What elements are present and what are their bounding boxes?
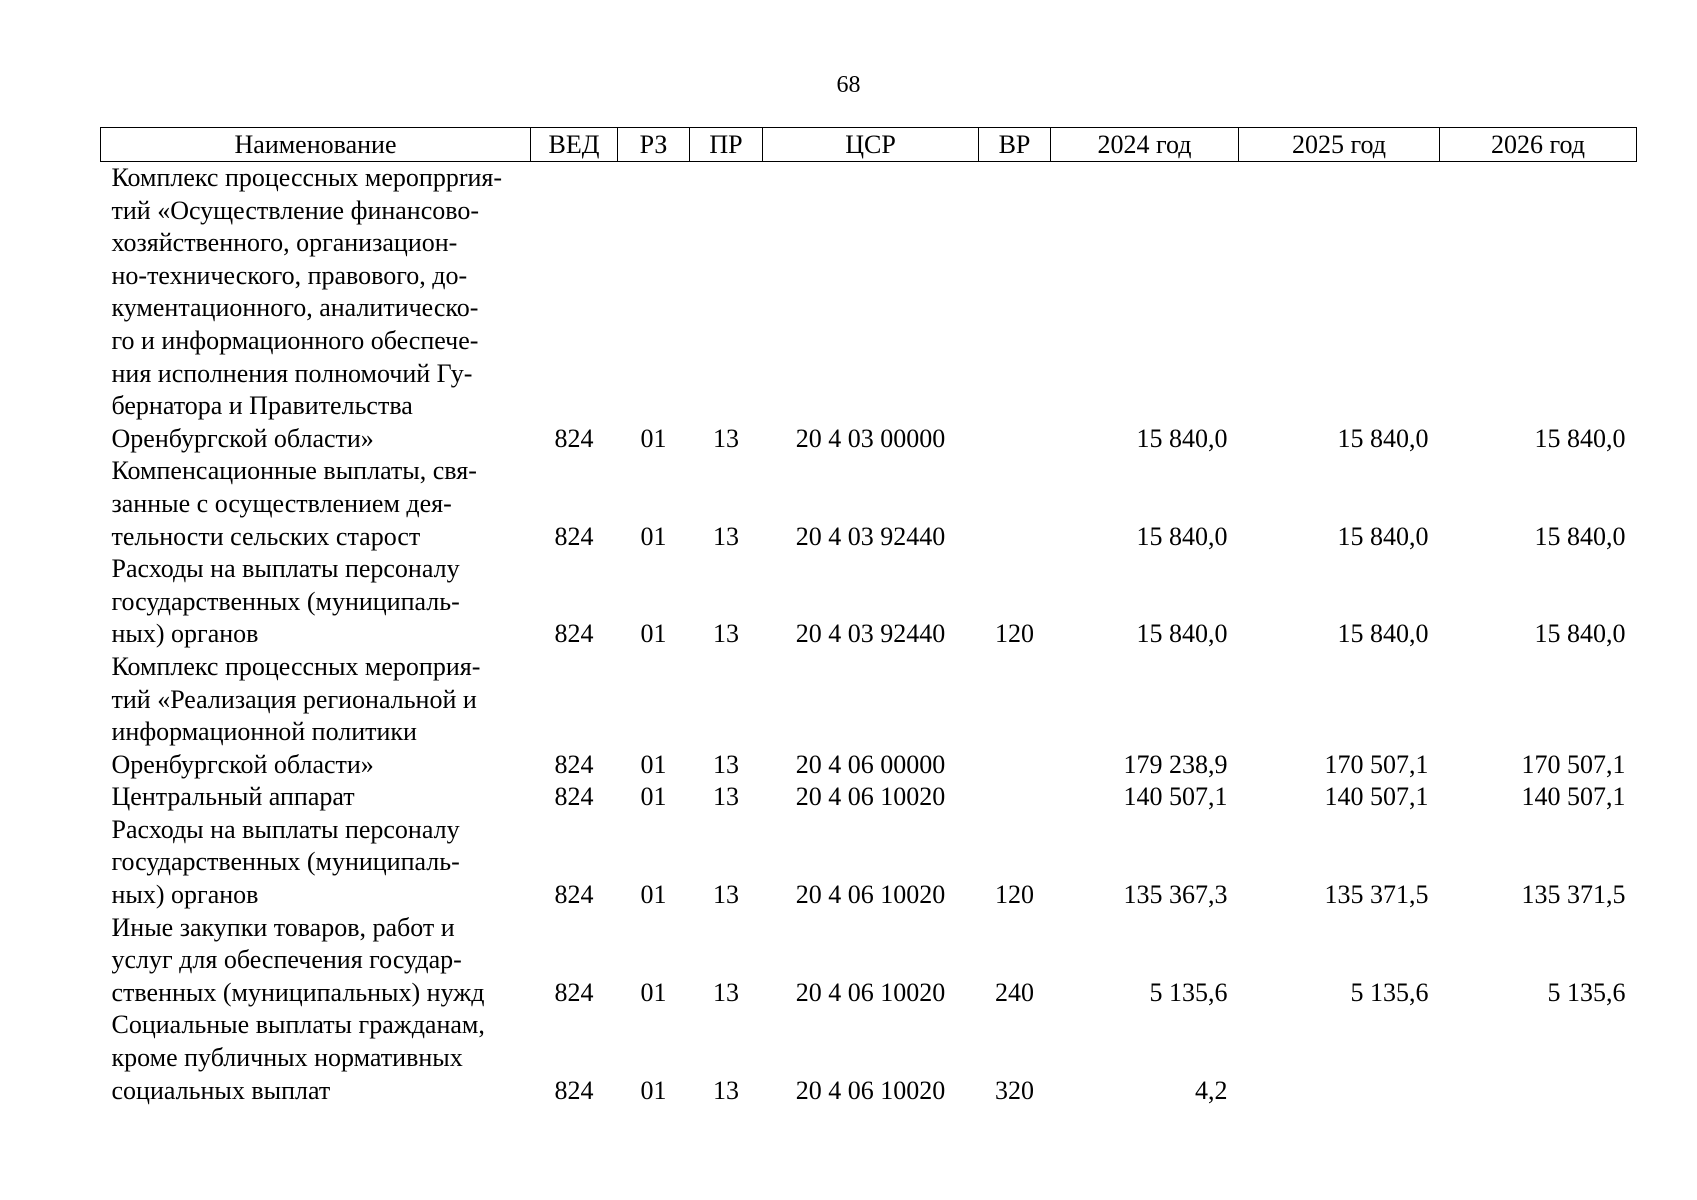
budget-table <box>100 127 1637 1107</box>
table-row <box>101 651 1637 781</box>
cell-vr: 320 <box>995 1075 1034 1105</box>
cell-year-2024: 140 507,1 <box>1123 782 1228 812</box>
cell-vr <box>979 455 1051 553</box>
cell-ved: 824 <box>554 619 594 649</box>
cell-year-2025: 140 507,1 <box>1324 782 1429 812</box>
cell-rz: 01 <box>640 619 667 649</box>
cell-csr: 20 4 03 92440 <box>795 619 946 649</box>
cell-vr: 120 <box>995 880 1034 910</box>
cell-pr: 13 <box>713 619 739 649</box>
cell-pr: 13 <box>713 977 739 1007</box>
cell-name <box>101 1009 531 1107</box>
cell-name-line: кументационного, аналитическо- <box>111 293 479 323</box>
cell-year-2026: 15 840,0 <box>1534 521 1626 551</box>
cell-name <box>101 651 531 781</box>
table-row <box>101 1009 1637 1107</box>
header-ved: ВЕД <box>531 128 618 162</box>
cell-vr <box>979 651 1051 781</box>
cell-ved: 824 <box>554 977 594 1007</box>
cell-name-line: государственных (муниципаль- <box>111 586 460 616</box>
cell-rz: 01 <box>640 521 667 551</box>
table-header-row <box>101 128 1637 162</box>
cell-name-line: Расходы на выплаты персоналу <box>111 814 460 844</box>
cell-year-2024: 135 367,3 <box>1123 880 1228 910</box>
cell-name-line: Комплекс процессных мероприя- <box>111 651 481 681</box>
cell-rz: 01 <box>640 977 667 1007</box>
cell-pr: 13 <box>713 782 739 812</box>
cell-name-line: Иные закупки товаров, работ и <box>111 912 455 942</box>
cell-year-2026: 140 507,1 <box>1521 782 1626 812</box>
cell-year-2026 <box>1440 1009 1637 1107</box>
cell-year-2025 <box>1239 1009 1440 1107</box>
cell-name <box>101 814 531 912</box>
cell-ved: 824 <box>554 521 594 551</box>
cell-name <box>101 781 531 814</box>
cell-name-line: ственных (муниципальных) нужд <box>111 977 485 1007</box>
cell-ved: 824 <box>554 423 594 453</box>
cell-year-2024: 15 840,0 <box>1136 423 1228 453</box>
table-row <box>101 455 1637 553</box>
cell-year-2025: 5 135,6 <box>1350 977 1429 1007</box>
cell-name-line: бернатора и Правительства <box>111 391 413 421</box>
header-name: Наименование <box>101 128 531 162</box>
cell-year-2026: 15 840,0 <box>1534 619 1626 649</box>
page-number: 68 <box>836 72 861 98</box>
cell-pr: 13 <box>713 749 739 779</box>
cell-name <box>101 162 531 456</box>
cell-name-line: хозяйственного, организацион- <box>111 228 458 258</box>
cell-name-line: Центральный аппарат <box>111 782 355 812</box>
cell-name-line: кроме публичных нормативных <box>111 1043 463 1073</box>
cell-rz: 01 <box>640 880 667 910</box>
cell-name-line: Комплекс процессных меропрprия- <box>111 163 503 192</box>
cell-ved: 824 <box>554 1075 594 1105</box>
cell-vr <box>979 781 1051 814</box>
cell-name-line: ния исполнения полномочий Гу- <box>111 358 473 388</box>
cell-csr: 20 4 03 00000 <box>795 423 946 453</box>
cell-csr: 20 4 03 92440 <box>795 521 946 551</box>
cell-year-2024: 15 840,0 <box>1136 521 1228 551</box>
cell-vr: 120 <box>995 619 1034 649</box>
header-year-2025: 2025 год <box>1239 128 1440 162</box>
cell-ved: 824 <box>554 749 594 779</box>
header-vr: ВР <box>979 128 1051 162</box>
cell-name-line: социальных выплат <box>111 1075 331 1105</box>
cell-name-line: государственных (муниципаль- <box>111 847 460 877</box>
cell-year-2024: 179 238,9 <box>1123 749 1228 779</box>
cell-year-2024: 5 135,6 <box>1149 977 1228 1007</box>
table-row <box>101 162 1637 456</box>
cell-pr: 13 <box>713 1075 739 1105</box>
cell-ved: 824 <box>554 782 594 812</box>
cell-name-line: информационной политики <box>111 717 417 747</box>
cell-name-line: тельности сельских старост <box>111 521 421 551</box>
cell-vr: 240 <box>995 977 1034 1007</box>
cell-rz: 01 <box>640 782 667 812</box>
header-pr: ПР <box>690 128 763 162</box>
cell-name-line: занные с осуществлением дея- <box>111 488 452 518</box>
cell-rz: 01 <box>640 1075 667 1105</box>
header-csr: ЦСР <box>763 128 979 162</box>
cell-year-2026: 170 507,1 <box>1521 749 1626 779</box>
cell-year-2025: 15 840,0 <box>1337 619 1429 649</box>
table-row <box>101 553 1637 651</box>
table-row <box>101 814 1637 912</box>
cell-pr: 13 <box>713 423 739 453</box>
cell-name-line: Оренбургской области» <box>111 749 374 779</box>
cell-name-line: услуг для обеспечения государ- <box>111 945 462 975</box>
cell-name-line: тий «Реализация региональной и <box>111 684 477 714</box>
cell-name <box>101 912 531 1010</box>
cell-name <box>101 553 531 651</box>
cell-name-line: Оренбургской области» <box>111 423 374 453</box>
cell-name <box>101 455 531 553</box>
table-row <box>101 912 1637 1010</box>
cell-pr: 13 <box>713 521 739 551</box>
cell-name-line: го и информационного обеспече- <box>111 325 479 355</box>
header-year-2026: 2026 год <box>1440 128 1637 162</box>
cell-name-line: ных) органов <box>111 619 259 649</box>
cell-year-2025: 170 507,1 <box>1324 749 1429 779</box>
cell-csr: 20 4 06 10020 <box>795 782 946 812</box>
cell-csr: 20 4 06 10020 <box>795 1075 946 1105</box>
cell-name-line: Социальные выплаты гражданам, <box>111 1010 485 1040</box>
cell-csr: 20 4 06 10020 <box>795 977 946 1007</box>
table-row <box>101 781 1637 814</box>
cell-year-2026: 135 371,5 <box>1521 880 1626 910</box>
cell-year-2025: 15 840,0 <box>1337 423 1429 453</box>
cell-year-2024: 4,2 <box>1195 1075 1228 1105</box>
header-rz: РЗ <box>618 128 690 162</box>
cell-csr: 20 4 06 10020 <box>795 880 946 910</box>
cell-csr: 20 4 06 00000 <box>795 749 946 779</box>
cell-year-2026: 5 135,6 <box>1547 977 1626 1007</box>
table-body <box>101 162 1637 1108</box>
cell-year-2025: 15 840,0 <box>1337 521 1429 551</box>
cell-vr <box>979 162 1051 456</box>
cell-rz: 01 <box>640 423 667 453</box>
cell-year-2026: 15 840,0 <box>1534 423 1626 453</box>
cell-rz: 01 <box>640 749 667 779</box>
cell-name-line: но-технического, правового, до- <box>111 260 468 290</box>
cell-pr: 13 <box>713 880 739 910</box>
cell-name-line: тий «Осуществление финансово- <box>111 195 480 225</box>
cell-year-2024: 15 840,0 <box>1136 619 1228 649</box>
cell-name-line: Расходы на выплаты персоналу <box>111 554 460 584</box>
cell-ved: 824 <box>554 880 594 910</box>
cell-year-2025: 135 371,5 <box>1324 880 1429 910</box>
cell-name-line: Компенсационные выплаты, свя- <box>111 456 477 486</box>
cell-name-line: ных) органов <box>111 880 259 910</box>
header-year-2024: 2024 год <box>1051 128 1239 162</box>
